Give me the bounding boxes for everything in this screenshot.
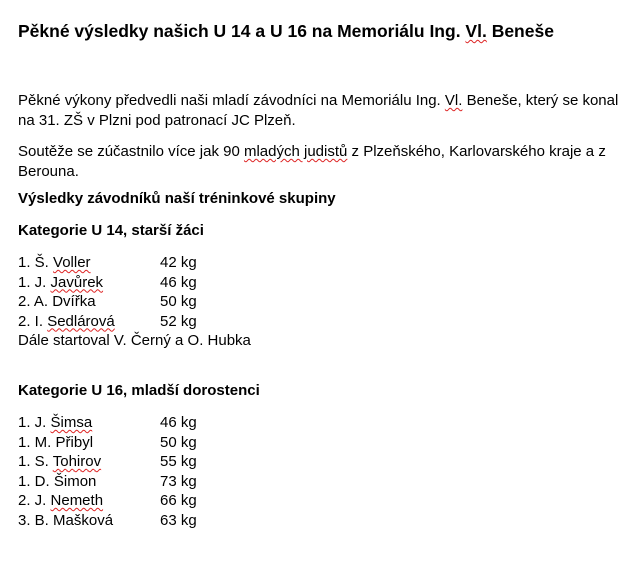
result-row[interactable] xyxy=(18,433,197,453)
document-title[interactable] xyxy=(18,21,554,42)
result-row[interactable] xyxy=(18,253,251,273)
result-row[interactable] xyxy=(18,273,251,293)
competitor-surname: Šimsa xyxy=(50,414,93,431)
title-text-before: Pěkné výsledky našich U 14 a U 16 na Memoriálu Ing. xyxy=(18,21,466,41)
competitor-place: 2. I. xyxy=(18,312,48,330)
competitor-place: 1. J. xyxy=(18,273,51,291)
result-row[interactable] xyxy=(18,472,197,492)
spellcheck-flagged-word[interactable]: Vl. xyxy=(444,92,463,109)
weight-category: 46 kg xyxy=(160,414,197,431)
result-row[interactable] xyxy=(18,511,197,531)
result-row[interactable] xyxy=(18,312,251,332)
u14-results-list xyxy=(18,253,251,351)
competitor-surname: Dvířka xyxy=(52,293,96,310)
competitor-name xyxy=(18,472,160,492)
weight-category: 42 kg xyxy=(160,254,197,271)
paragraph2-text-before: Soutěže se zúčastnilo více jak 90 xyxy=(18,143,244,160)
competitor-name xyxy=(18,491,160,511)
competitor-surname: Mašková xyxy=(53,511,114,529)
competitor-place: 1. M. xyxy=(18,433,56,451)
result-row[interactable] xyxy=(18,413,197,433)
weight-category: 46 kg xyxy=(160,273,197,291)
spellcheck-flagged-phrase[interactable]: mladých judistů xyxy=(243,143,348,160)
competitor-name xyxy=(18,433,160,453)
u16-category-heading[interactable]: Kategorie U 16, mladší dorostenci xyxy=(18,382,260,399)
intro-paragraph[interactable] xyxy=(18,91,622,130)
paragraph1-text-before: Pěkné výkony předvedli naši mladí závodníci na Memoriálu Ing. xyxy=(18,92,445,109)
participants-paragraph[interactable] xyxy=(18,142,622,181)
u16-results-list xyxy=(18,413,197,530)
competitor-name xyxy=(18,312,160,332)
competitor-name xyxy=(18,253,160,273)
competitor-place: 1. Š. xyxy=(18,254,54,271)
weight-category: 63 kg xyxy=(160,511,197,529)
result-row[interactable] xyxy=(18,452,197,472)
weight-category: 52 kg xyxy=(160,312,197,330)
paragraph1-text-after: Beneše, který se konal na 31. ZŠ v Plzni pod patronací JC Plzeň. xyxy=(18,92,619,129)
weight-category: 55 kg xyxy=(160,453,197,470)
competitor-surname: Přibyl xyxy=(55,433,94,451)
competitor-place: 1. S. xyxy=(18,453,53,470)
result-row[interactable] xyxy=(18,292,251,312)
title-flagged-word[interactable]: Vl. xyxy=(465,21,487,41)
weight-category: 50 kg xyxy=(160,433,197,451)
competitor-name xyxy=(18,452,160,472)
result-row[interactable] xyxy=(18,491,197,511)
competitor-surname: Šimon xyxy=(53,472,97,490)
results-heading[interactable]: Výsledky závodníků naší tréninkové skupiny xyxy=(18,190,336,207)
weight-category: 73 kg xyxy=(160,472,197,490)
weight-category: 50 kg xyxy=(160,293,197,310)
competitor-place: 2. J. xyxy=(18,492,51,509)
competitor-place: 1. J. xyxy=(18,414,51,431)
weight-category: 66 kg xyxy=(160,492,197,509)
competitor-place: 2. A. xyxy=(18,293,53,310)
u14-category-heading[interactable]: Kategorie U 14, starší žáci xyxy=(18,222,204,239)
competitor-name xyxy=(18,511,160,531)
competitor-surname: Javůrek xyxy=(50,273,104,291)
competitor-surname: Tohirov xyxy=(52,453,102,470)
title-text-after: Beneše xyxy=(486,21,554,41)
competitor-surname: Sedlárová xyxy=(47,312,115,330)
competitor-name xyxy=(18,292,160,312)
competitor-surname: Nemeth xyxy=(50,492,104,509)
competitor-surname: Voller xyxy=(53,254,91,271)
competitor-place: 1. D. xyxy=(18,472,54,490)
competitor-name xyxy=(18,273,160,293)
competitor-name xyxy=(18,413,160,433)
competitor-place: 3. B. xyxy=(18,511,54,529)
paragraph2-text-after: z Plzeňského, Karlovarského kraje a z Berouna. xyxy=(18,143,606,180)
also-competed-note[interactable]: Dále startoval V. Černý a O. Hubka xyxy=(18,332,251,349)
